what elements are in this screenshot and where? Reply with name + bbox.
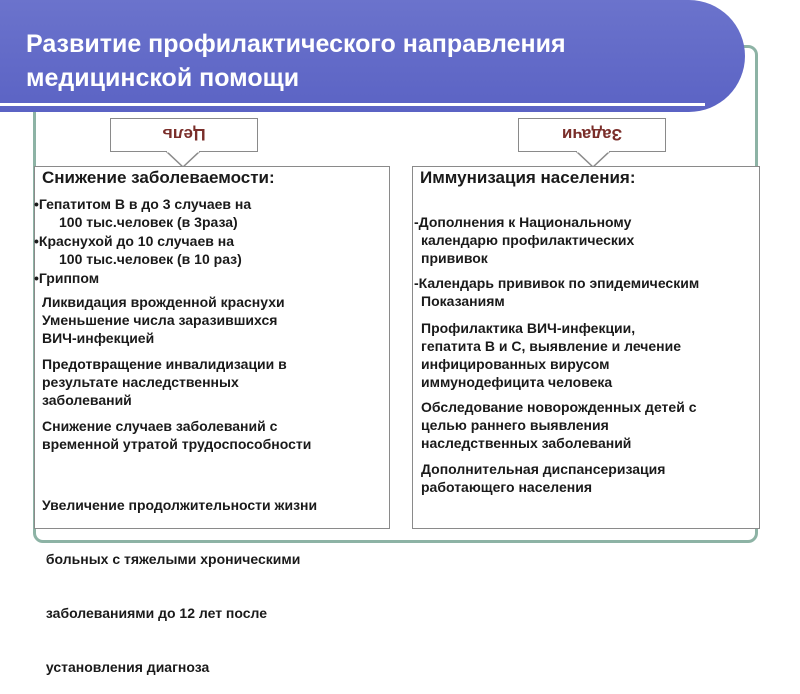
item-line: Снижение случаев заболеваний с — [42, 418, 278, 434]
item-line: ВИЧ-инфекцией — [42, 330, 155, 346]
item-line: инфицированных вирусом — [421, 356, 610, 372]
item-line: наследственных заболеваний — [421, 435, 632, 451]
tasks-arrow-box — [518, 118, 666, 152]
dash-mark: - — [414, 214, 419, 230]
dash-mark: - — [414, 275, 419, 291]
page-title — [26, 27, 706, 95]
item-line: заболеваний — [42, 392, 132, 408]
item-line: Календарь прививок по эпидемическим — [418, 275, 700, 291]
bullet-text-cont: 100 тыс.человек (в 3раза) — [59, 214, 238, 230]
goal-label: Цель — [162, 125, 206, 144]
item-line: Показаниям — [421, 293, 505, 309]
task-epidemic-calendar — [414, 274, 699, 310]
bullet-text: Гриппом — [38, 270, 100, 286]
goal-item-rubella-elimination — [42, 293, 285, 347]
goal-item-disability-prevention — [42, 355, 287, 409]
bullet-flu — [34, 269, 99, 287]
bullet-dot: • — [34, 196, 39, 212]
tasks-label: Задачи — [561, 125, 623, 144]
item-line: иммунодефицита человека — [421, 374, 613, 390]
bullet-dot: • — [34, 270, 39, 286]
task-national-calendar — [414, 213, 634, 267]
item-line: Уменьшение числа заразившихся — [42, 312, 278, 328]
item-line: установления диагноза — [42, 659, 210, 675]
bullet-hepatitis — [34, 195, 251, 231]
item-line: заболеваниями до 12 лет после — [42, 605, 268, 621]
item-line: работающего населения — [421, 479, 593, 495]
bullet-rubella — [34, 232, 242, 268]
item-line: календарю профилактических — [421, 232, 635, 248]
item-line: Дополнительная диспансеризация — [421, 461, 666, 477]
item-line: результате наследственных — [42, 374, 239, 390]
item-line: Дополнения к Национальному — [418, 214, 632, 230]
bullet-text-cont: 100 тыс.человек (в 10 раз) — [59, 251, 242, 267]
task-newborn-screening — [421, 398, 696, 452]
item-line: Ликвидация врожденной краснухи — [42, 294, 285, 310]
goal-item-life-expectancy — [42, 460, 317, 694]
item-line: временной утратой трудоспособности — [42, 436, 312, 452]
tasks-heading: Иммунизация населения: — [420, 168, 636, 187]
item-line: Увеличение продолжительности жизни — [42, 497, 318, 513]
goal-item-sick-leave-reduction — [42, 417, 311, 453]
item-line: больных с тяжелыми хроническими — [42, 551, 301, 567]
title-line-2: медицинской помощи — [26, 64, 300, 92]
goal-heading: Снижение заболеваемости: — [42, 168, 275, 187]
bullet-dot: • — [34, 233, 39, 249]
title-line-1: Развитие профилактического направления — [26, 30, 566, 58]
item-line: Профилактика ВИЧ-инфекции, — [421, 320, 636, 336]
item-line: гепатита В и С, выявление и лечение — [421, 338, 682, 354]
bullet-text: Гепатитом В в до 3 случаев на — [38, 196, 252, 212]
item-line: прививок — [421, 250, 488, 266]
title-banner — [0, 0, 745, 112]
bullet-text: Краснухой до 10 случаев на — [38, 233, 234, 249]
goal-arrow-box — [110, 118, 258, 152]
task-hiv-prevention — [421, 319, 681, 391]
item-line: Обследование новорожденных детей с — [421, 399, 697, 415]
item-line: целью раннего выявления — [421, 417, 609, 433]
task-additional-checkup — [421, 460, 665, 496]
item-line: Предотвращение инвалидизации в — [42, 356, 287, 372]
title-underline — [0, 103, 705, 106]
